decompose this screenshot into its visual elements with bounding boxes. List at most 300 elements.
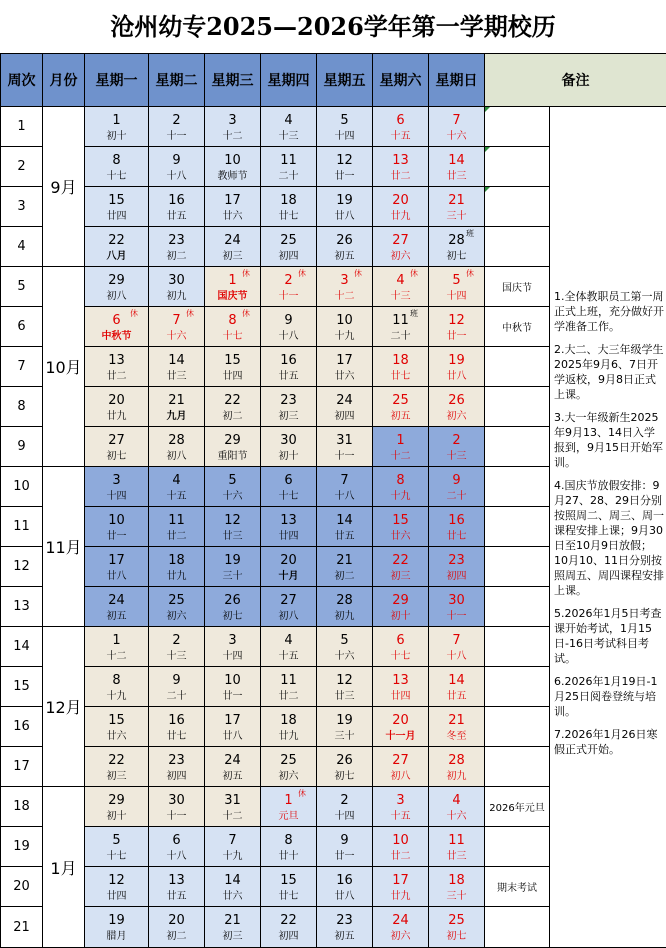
lunar-date: 十三: [446, 450, 467, 462]
solar-date: 1: [112, 112, 121, 128]
day-cell: [317, 267, 373, 307]
month-label: 11月: [43, 467, 85, 627]
solar-date: 4: [284, 112, 293, 128]
month-label: 9月: [43, 107, 85, 267]
day-cell: [261, 467, 317, 507]
lunar-date: 廿八: [106, 570, 127, 582]
lunar-date: 十五: [390, 130, 411, 142]
solar-date: 9: [452, 472, 461, 488]
lunar-date: 廿一: [222, 690, 243, 702]
lunar-date: 十七: [278, 490, 299, 502]
day-cell: [149, 307, 205, 347]
solar-date: 13: [392, 152, 409, 168]
solar-date: 22: [224, 392, 241, 408]
solar-date: 29: [392, 592, 409, 608]
remark-cell: [485, 387, 550, 427]
lunar-date: 初八: [390, 770, 411, 782]
lunar-date: 廿七: [446, 530, 467, 542]
solar-date: 19: [224, 552, 241, 568]
day-cell: [373, 187, 429, 227]
lunar-date: 廿四: [106, 890, 127, 902]
lunar-date: 初四: [446, 570, 467, 582]
lunar-date: 初五: [222, 770, 243, 782]
lunar-date: 十八: [446, 650, 467, 662]
solar-date: 23: [448, 552, 465, 568]
day-cell: [429, 427, 485, 467]
day-cell: [373, 427, 429, 467]
day-cell: [261, 507, 317, 547]
lunar-date: 廿九: [278, 730, 299, 742]
day-cell: [429, 307, 485, 347]
lunar-date: 十九: [106, 690, 127, 702]
day-cell: [429, 627, 485, 667]
day-cell: [429, 107, 485, 147]
day-cell: [317, 667, 373, 707]
day-cell: [205, 867, 261, 907]
lunar-date: 初二: [166, 931, 187, 942]
solar-date: 8: [284, 832, 293, 848]
lunar-date: 十四: [334, 130, 355, 142]
day-cell: [85, 547, 149, 587]
lunar-date: 十一: [166, 130, 187, 142]
day-cell: [205, 787, 261, 827]
lunar-date: 十六: [222, 490, 243, 502]
day-cell: [85, 907, 149, 948]
lunar-date: 初七: [106, 450, 127, 462]
lunar-date: 初二: [166, 250, 187, 262]
day-cell: [85, 187, 149, 227]
week-number: 15: [1, 667, 43, 707]
remark-cell: [485, 667, 550, 707]
lunar-date: 十一月: [385, 730, 416, 742]
lunar-date: 初八: [106, 290, 127, 302]
solar-date: 6: [396, 112, 405, 128]
lunar-date: 初三: [222, 931, 243, 942]
day-cell: [261, 307, 317, 347]
solar-date: 9: [340, 832, 349, 848]
day-cell: [149, 507, 205, 547]
solar-date: 8: [112, 152, 121, 168]
lunar-date: 十八: [278, 330, 299, 342]
solar-date: 2: [172, 112, 181, 128]
solar-date: 8: [112, 672, 121, 688]
day-cell: [149, 427, 205, 467]
day-cell: [261, 387, 317, 427]
day-cell: [261, 747, 317, 787]
day-cell: [317, 547, 373, 587]
solar-date: 16: [168, 712, 185, 728]
solar-date: 2: [452, 432, 461, 448]
day-cell: [149, 667, 205, 707]
day-cell: [149, 787, 205, 827]
day-cell: [85, 147, 149, 187]
day-cell: [261, 187, 317, 227]
lunar-date: 廿一: [334, 850, 355, 862]
day-header-tue: 星期二: [149, 54, 205, 107]
solar-date: 7: [452, 632, 461, 648]
note-item: 2.大二、大三年级学生2025年9月6、7日开学返校，9月8日正式上课。: [554, 343, 664, 401]
solar-date: 3: [228, 112, 237, 128]
day-cell: [317, 507, 373, 547]
day-cell: [373, 227, 429, 267]
week-number: 20: [1, 867, 43, 907]
solar-date: 30: [280, 432, 297, 448]
solar-date: 14: [448, 672, 465, 688]
solar-date: 22: [108, 232, 125, 248]
lunar-date: 廿七: [278, 890, 299, 902]
lunar-date: 十二: [106, 650, 127, 662]
lunar-date: 初六: [166, 610, 187, 622]
day-cell: [373, 147, 429, 187]
day-cell: [373, 587, 429, 627]
day-cell: [205, 147, 261, 187]
day-cell: [85, 107, 149, 147]
solar-date: 16: [280, 352, 297, 368]
solar-date: 7: [228, 832, 237, 848]
lunar-date: 十二: [334, 290, 355, 302]
day-cell: [85, 707, 149, 747]
lunar-date: 十一: [334, 450, 355, 462]
lunar-date: 初四: [278, 931, 299, 942]
lunar-date: 初十: [278, 450, 299, 462]
solar-date: 7: [172, 312, 181, 328]
holiday-tag: 休: [242, 269, 250, 278]
lunar-date: 十六: [446, 130, 467, 142]
solar-date: 2: [284, 272, 293, 288]
lunar-date: 廿六: [222, 210, 243, 222]
lunar-date: 十四: [334, 810, 355, 822]
day-cell: [205, 467, 261, 507]
day-cell: [317, 907, 373, 948]
note-item: 3.大一年级新生2025年9月13、14日入学报到，9月15日开始军训。: [554, 411, 663, 469]
solar-date: 27: [280, 592, 297, 608]
solar-date: 17: [224, 712, 241, 728]
solar-date: 21: [224, 913, 241, 928]
holiday-tag: 休: [410, 269, 418, 278]
day-cell: [429, 707, 485, 747]
day-header-fri: 星期五: [317, 54, 373, 107]
lunar-date: 十三: [278, 130, 299, 142]
day-cell: [205, 667, 261, 707]
day-cell: [429, 467, 485, 507]
lunar-date: 三十: [334, 730, 355, 742]
lunar-date: 十五: [278, 650, 299, 662]
lunar-date: 廿九: [390, 890, 411, 902]
day-cell: [149, 747, 205, 787]
solar-date: 7: [340, 472, 349, 488]
lunar-date: 十八: [166, 850, 187, 862]
page-title: 沧州幼专2025—2026学年第一学期校历: [110, 12, 556, 41]
lunar-date: 十六: [334, 650, 355, 662]
solar-date: 23: [168, 232, 185, 248]
day-cell: [373, 747, 429, 787]
solar-date: 15: [224, 352, 241, 368]
week-number: 9: [1, 427, 43, 467]
solar-date: 8: [396, 472, 405, 488]
note-item: 4.国庆节放假安排：9月27、28、29日分别按照周二、周三、周一课程安排上课；9月30日至10月9日放假；10月10、11日分别按照周五、周四课程安排上课。: [554, 479, 664, 597]
solar-date: 12: [108, 872, 125, 888]
remark-cell: [485, 907, 550, 948]
solar-date: 23: [336, 913, 353, 928]
solar-date: 16: [168, 192, 185, 208]
lunar-date: 初六: [278, 770, 299, 782]
day-cell: [205, 627, 261, 667]
day-cell: [373, 667, 429, 707]
day-cell: [261, 827, 317, 867]
solar-date: 22: [108, 752, 125, 768]
lunar-date: 初五: [390, 410, 411, 422]
solar-date: 5: [112, 832, 121, 848]
solar-date: 28: [336, 592, 353, 608]
remark-text: 2026年元旦: [489, 803, 545, 814]
solar-date: 12: [336, 672, 353, 688]
day-cell: [373, 507, 429, 547]
month-label: 12月: [43, 627, 85, 787]
day-cell: [85, 827, 149, 867]
remark-cell: [485, 707, 550, 747]
solar-date: 27: [392, 752, 409, 768]
week-number: 17: [1, 747, 43, 787]
lunar-date: 廿八: [446, 370, 467, 382]
lunar-date: 廿一: [334, 170, 355, 182]
solar-date: 13: [168, 872, 185, 888]
lunar-date: 二十: [390, 330, 411, 342]
day-header-mon: 星期一: [85, 54, 149, 107]
day-cell: [149, 227, 205, 267]
lunar-date: 初七: [446, 250, 467, 262]
lunar-date: 初三: [390, 570, 411, 582]
solar-date: 12: [336, 152, 353, 168]
solar-date: 25: [168, 592, 185, 608]
lunar-date: 八月: [106, 250, 127, 262]
solar-date: 6: [172, 832, 181, 848]
solar-date: 29: [108, 272, 125, 288]
day-cell: [149, 547, 205, 587]
solar-date: 6: [284, 472, 293, 488]
day-cell: [205, 427, 261, 467]
solar-date: 29: [224, 432, 241, 448]
day-header-wed: 星期三: [205, 54, 261, 107]
solar-date: 27: [392, 232, 409, 248]
day-cell: [373, 547, 429, 587]
lunar-date: 十七: [106, 170, 127, 182]
solar-date: 3: [340, 272, 349, 288]
lunar-date: 初四: [166, 770, 187, 782]
solar-date: 25: [280, 232, 297, 248]
week-number: 4: [1, 227, 43, 267]
lunar-date: 廿九: [390, 210, 411, 222]
solar-date: 11: [392, 312, 409, 328]
day-cell: [317, 587, 373, 627]
solar-date: 1: [284, 792, 293, 808]
notes-panel: [550, 107, 666, 948]
lunar-date: 十七: [390, 650, 411, 662]
week-number: 5: [1, 267, 43, 307]
day-cell: [373, 787, 429, 827]
solar-date: 24: [108, 592, 125, 608]
comment-marker-icon: [485, 187, 490, 192]
remark-text: 期末考试: [497, 883, 537, 894]
remark-cell: [485, 827, 550, 867]
week-number: 21: [1, 907, 43, 948]
notes-header: 备注: [485, 54, 666, 107]
lunar-date: 二十: [166, 690, 187, 702]
solar-date: 4: [284, 632, 293, 648]
week-header: 周次: [1, 54, 43, 107]
day-cell: [205, 227, 261, 267]
solar-date: 24: [224, 232, 241, 248]
solar-date: 11: [280, 672, 297, 688]
solar-date: 26: [336, 752, 353, 768]
solar-date: 14: [224, 872, 241, 888]
day-cell: [429, 547, 485, 587]
solar-date: 20: [108, 392, 125, 408]
lunar-date: 初三: [106, 770, 127, 782]
day-cell: [317, 387, 373, 427]
lunar-date: 廿四: [106, 210, 127, 222]
lunar-date: 廿七: [390, 370, 411, 382]
day-cell: [373, 307, 429, 347]
week-number: 11: [1, 507, 43, 547]
day-cell: [149, 387, 205, 427]
lunar-date: 廿六: [390, 530, 411, 542]
solar-date: 13: [280, 512, 297, 528]
day-cell: [373, 267, 429, 307]
holiday-tag: 休: [242, 309, 250, 318]
day-cell: [85, 627, 149, 667]
solar-date: 10: [108, 512, 125, 528]
solar-date: 21: [448, 192, 465, 208]
day-cell: [85, 347, 149, 387]
lunar-date: 十四: [446, 290, 467, 302]
lunar-date: 中秋节: [101, 330, 132, 342]
note-item: 1.全体教职员工第一周正式上班，充分做好开学准备工作。: [554, 290, 664, 333]
solar-date: 10: [392, 832, 409, 848]
day-cell: [205, 107, 261, 147]
solar-date: 19: [108, 913, 125, 928]
lunar-date: 廿二: [278, 690, 299, 702]
day-cell: [205, 347, 261, 387]
day-cell: [85, 307, 149, 347]
solar-date: 8: [228, 312, 237, 328]
remark-cell: [485, 747, 550, 787]
remark-cell: [485, 147, 550, 187]
lunar-date: 初二: [222, 410, 243, 422]
solar-date: 25: [448, 913, 465, 928]
lunar-date: 廿三: [334, 690, 355, 702]
day-header-thu: 星期四: [261, 54, 317, 107]
lunar-date: 十一: [166, 810, 187, 822]
day-cell: [261, 147, 317, 187]
day-cell: [261, 227, 317, 267]
lunar-date: 廿三: [166, 370, 187, 382]
week-number: 19: [1, 827, 43, 867]
lunar-date: 廿二: [106, 370, 127, 382]
solar-date: 13: [108, 352, 125, 368]
note-item: 7.2026年1月26日寒假正式开始。: [554, 728, 658, 756]
day-cell: [205, 547, 261, 587]
lunar-date: 十二: [222, 810, 243, 822]
solar-date: 22: [280, 913, 297, 928]
day-cell: [317, 187, 373, 227]
lunar-date: 十三: [166, 650, 187, 662]
remark-cell: [485, 867, 550, 907]
solar-date: 19: [336, 192, 353, 208]
lunar-date: 廿五: [446, 690, 467, 702]
day-cell: [261, 867, 317, 907]
solar-date: 5: [452, 272, 461, 288]
solar-date: 20: [168, 913, 185, 928]
day-cell: [205, 267, 261, 307]
solar-date: 13: [392, 672, 409, 688]
month-label: 10月: [43, 267, 85, 467]
lunar-date: 廿五: [334, 530, 355, 542]
solar-date: 17: [108, 552, 125, 568]
day-cell: [261, 107, 317, 147]
solar-date: 15: [280, 872, 297, 888]
day-cell: [85, 747, 149, 787]
day-cell: [85, 387, 149, 427]
day-cell: [317, 827, 373, 867]
solar-date: 1: [112, 632, 121, 648]
day-cell: [317, 147, 373, 187]
solar-date: 25: [392, 392, 409, 408]
lunar-date: 十七: [222, 330, 243, 342]
solar-date: 24: [336, 392, 353, 408]
day-cell: [205, 387, 261, 427]
lunar-date: 二十: [446, 490, 467, 502]
solar-date: 17: [224, 192, 241, 208]
solar-date: 27: [108, 432, 125, 448]
lunar-date: 十六: [166, 330, 187, 342]
day-cell: [261, 627, 317, 667]
remark-cell: [485, 787, 550, 827]
lunar-date: 初十: [390, 610, 411, 622]
solar-date: 2: [172, 632, 181, 648]
solar-date: 26: [336, 232, 353, 248]
day-cell: [149, 627, 205, 667]
day-cell: [373, 627, 429, 667]
day-cell: [429, 347, 485, 387]
lunar-date: 廿一: [106, 530, 127, 542]
week-number: 8: [1, 387, 43, 427]
solar-date: 18: [168, 552, 185, 568]
solar-date: 21: [336, 552, 353, 568]
lunar-date: 廿四: [222, 370, 243, 382]
solar-date: 9: [284, 312, 293, 328]
day-cell: [429, 827, 485, 867]
solar-date: 14: [336, 512, 353, 528]
day-cell: [261, 907, 317, 948]
month-header: 月份: [43, 54, 85, 107]
solar-date: 28: [448, 752, 465, 768]
lunar-date: 廿十: [278, 850, 299, 862]
lunar-date: 廿五: [166, 210, 187, 222]
remark-cell: [485, 587, 550, 627]
solar-date: 18: [280, 192, 297, 208]
day-cell: [261, 347, 317, 387]
solar-date: 10: [224, 672, 241, 688]
solar-date: 15: [392, 512, 409, 528]
lunar-date: 廿八: [222, 730, 243, 742]
solar-date: 18: [280, 712, 297, 728]
solar-date: 23: [280, 392, 297, 408]
lunar-date: 十九: [390, 490, 411, 502]
day-cell: [373, 867, 429, 907]
solar-date: 18: [392, 352, 409, 368]
lunar-date: 初五: [106, 610, 127, 622]
day-cell: [205, 187, 261, 227]
